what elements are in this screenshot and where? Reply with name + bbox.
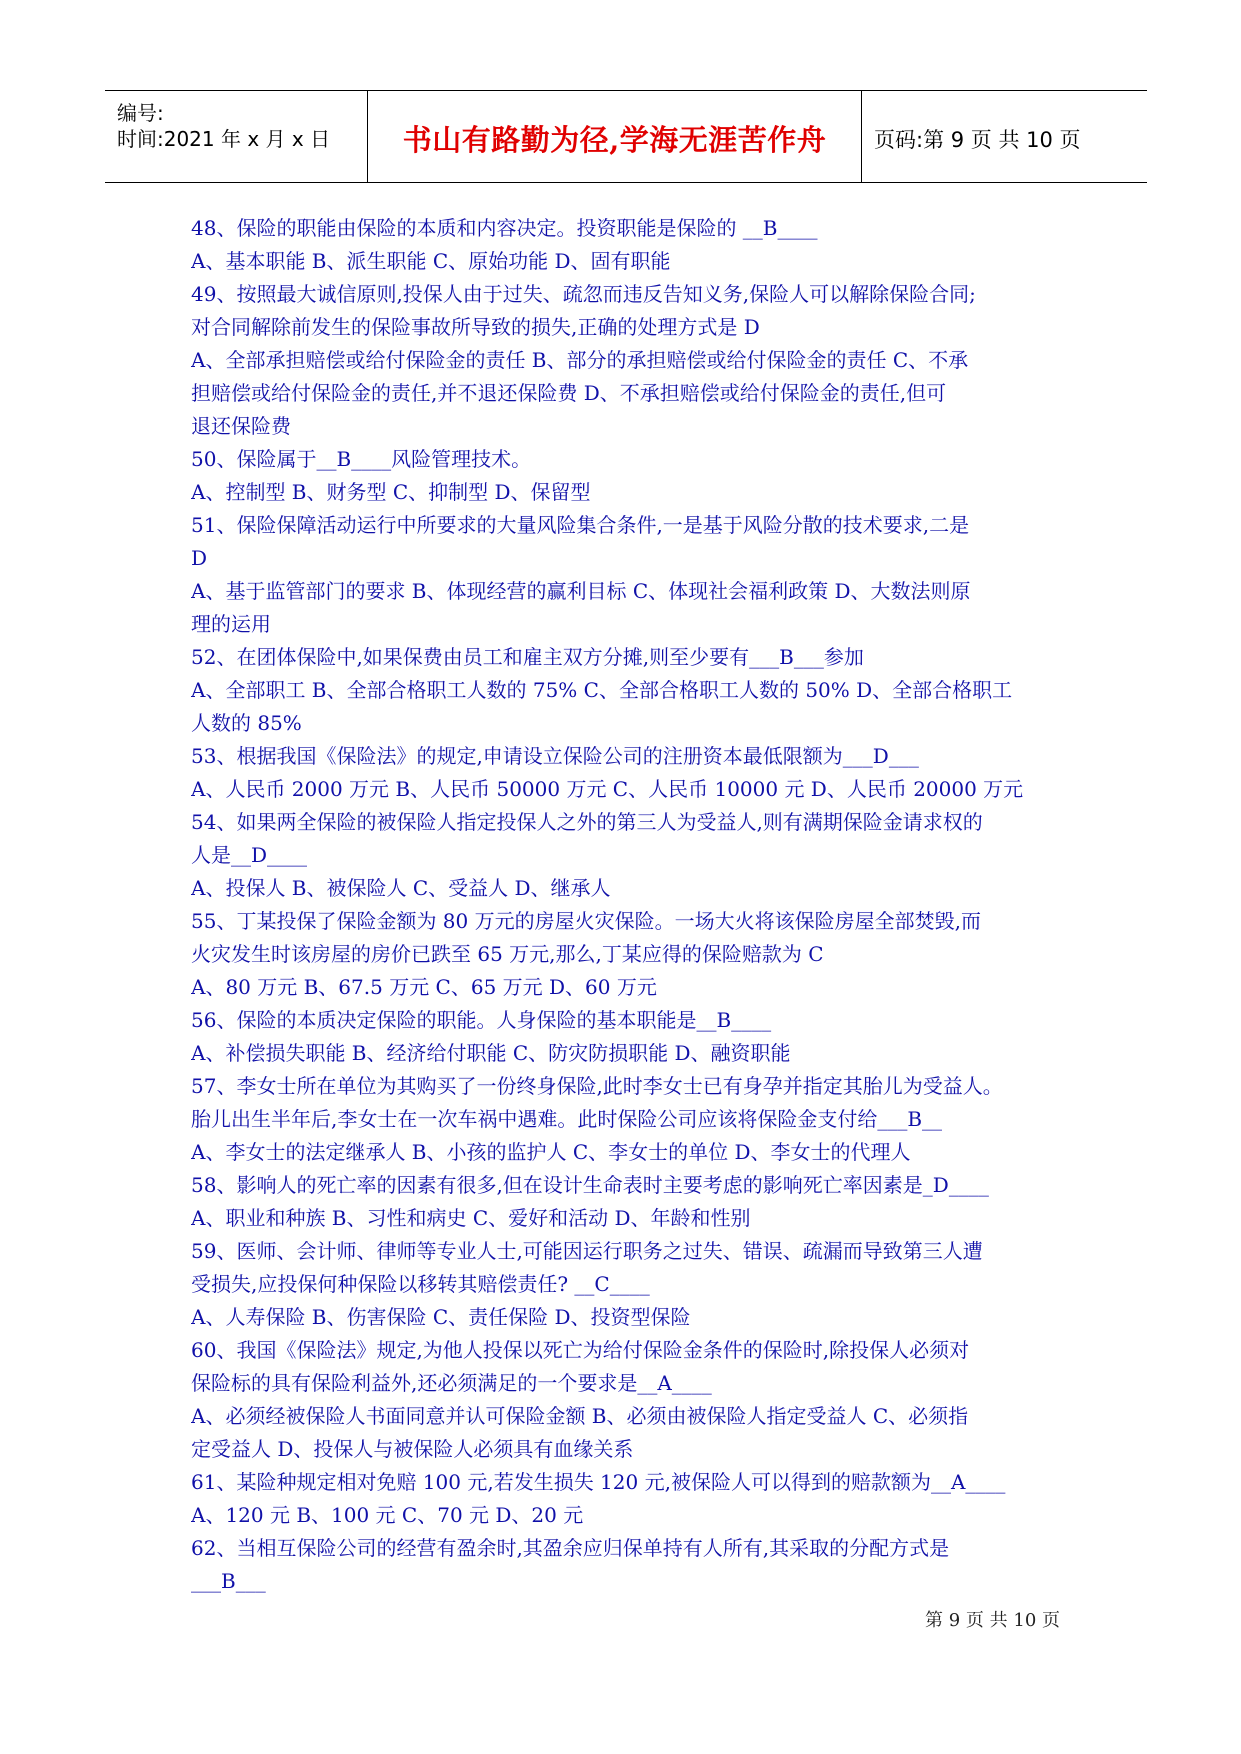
question-list bbox=[191, 212, 1061, 1598]
text-line: 人是__D____ bbox=[191, 843, 308, 867]
text-line: 55、丁某投保了保险金额为 80 万元的房屋火灾保险。一场大火将该保险房屋全部焚毁,而 bbox=[191, 909, 981, 933]
text-line: 56、保险的本质决定保险的职能。人身保险的基本职能是__B____ bbox=[191, 1008, 772, 1032]
header-page-cell bbox=[862, 91, 1147, 182]
text-line: 48、保险的职能由保险的本质和内容决定。投资职能是保险的 __B____ bbox=[191, 216, 818, 240]
text-line: 对合同解除前发生的保险事故所导致的损失,正确的处理方式是 D bbox=[191, 315, 760, 339]
text-line: 担赔偿或给付保险金的责任,并不退还保险费 D、不承担赔偿或给付保险金的责任,但可 bbox=[191, 381, 947, 405]
text-line: 保险标的具有保险利益外,还必须满足的一个要求是__A____ bbox=[191, 1371, 712, 1395]
text-line: 50、保险属于__B____风险管理技术。 bbox=[191, 447, 532, 471]
header-page-number: 页码:第 9 页 共 10 页 bbox=[874, 128, 1081, 152]
text-line: 人数的 85% bbox=[191, 711, 302, 735]
text-line: A、全部承担赔偿或给付保险金的责任 B、部分的承担赔偿或给付保险金的责任 C、不承 bbox=[191, 348, 969, 372]
text-line: A、投保人 B、被保险人 C、受益人 D、继承人 bbox=[191, 876, 611, 900]
text-line: A、120 元 B、100 元 C、70 元 D、20 元 bbox=[191, 1503, 584, 1527]
header-motto-cell bbox=[368, 91, 862, 182]
text-line: A、人民币 2000 万元 B、人民币 50000 万元 C、人民币 10000 元 D、人民币 20000 万元 bbox=[191, 777, 1024, 801]
text-line: 57、李女士所在单位为其购买了一份终身保险,此时李女士已有身孕并指定其胎儿为受益人。 bbox=[191, 1074, 1003, 1098]
header-motto: 书山有路勤为径,学海无涯苦作舟 bbox=[402, 123, 827, 157]
page-footer: 第 9 页 共 10 页 bbox=[925, 1610, 1060, 1631]
text-line: 58、影响人的死亡率的因素有很多,但在设计生命表时主要考虑的影响死亡率因素是_D____ bbox=[191, 1173, 989, 1197]
text-line: A、基于监管部门的要求 B、体现经营的赢利目标 C、体现社会福利政策 D、大数法则原 bbox=[191, 579, 971, 603]
text-line: 54、如果两全保险的被保险人指定投保人之外的第三人为受益人,则有满期保险金请求权的 bbox=[191, 810, 983, 834]
header-info-cell bbox=[105, 91, 368, 182]
text-line: A、补偿损失职能 B、经济给付职能 C、防灾防损职能 D、融资职能 bbox=[191, 1041, 791, 1065]
text-line: 49、按照最大诚信原则,投保人由于过失、疏忽而违反告知义务,保险人可以解除保险合同; bbox=[191, 282, 976, 306]
text-line: 52、在团体保险中,如果保费由员工和雇主双方分摊,则至少要有___B___参加 bbox=[191, 645, 864, 669]
text-line: 定受益人 D、投保人与被保险人必须具有血缘关系 bbox=[191, 1437, 634, 1461]
text-line: 62、当相互保险公司的经营有盈余时,其盈余应归保单持有人所有,其采取的分配方式是 bbox=[191, 1536, 950, 1560]
text-line: A、职业和种族 B、习性和病史 C、爱好和活动 D、年龄和性别 bbox=[191, 1206, 751, 1230]
text-line: 59、医师、会计师、律师等专业人士,可能因运行职务之过失、错误、疏漏而导致第三人遭 bbox=[191, 1239, 983, 1263]
document-number-label: 编号: bbox=[117, 101, 164, 125]
text-line: A、控制型 B、财务型 C、抑制型 D、保留型 bbox=[191, 480, 591, 504]
text-line: 退还保险费 bbox=[191, 414, 291, 438]
text-line: A、人寿保险 B、伤害保险 C、责任保险 D、投资型保险 bbox=[191, 1305, 691, 1329]
text-line: A、全部职工 B、全部合格职工人数的 75% C、全部合格职工人数的 50% D、全部合格职工 bbox=[191, 678, 1013, 702]
text-line: ___B___ bbox=[191, 1569, 266, 1593]
text-line: D bbox=[191, 546, 208, 570]
text-line: A、必须经被保险人书面同意并认可保险金额 B、必须由被保险人指定受益人 C、必须指 bbox=[191, 1404, 969, 1428]
text-line: 火灾发生时该房屋的房价已跌至 65 万元,那么,丁某应得的保险赔款为 C bbox=[191, 942, 824, 966]
document-time-label: 时间:2021 年 x 月 x 日 bbox=[117, 127, 331, 151]
page-header bbox=[105, 90, 1147, 183]
text-line: 胎儿出生半年后,李女士在一次车祸中遇难。此时保险公司应该将保险金支付给___B__ bbox=[191, 1107, 943, 1131]
text-line: 受损失,应投保何种保险以移转其赔偿责任? __C____ bbox=[191, 1272, 650, 1296]
text-line: 61、某险种规定相对免赔 100 元,若发生损失 120 元,被保险人可以得到的赔款额为__A____ bbox=[191, 1470, 1006, 1494]
text-line: A、80 万元 B、67.5 万元 C、65 万元 D、60 万元 bbox=[191, 975, 657, 999]
text-line: 理的运用 bbox=[191, 612, 271, 636]
text-line: 51、保险保障活动运行中所要求的大量风险集合条件,一是基于风险分散的技术要求,二是 bbox=[191, 513, 970, 537]
text-line: A、基本职能 B、派生职能 C、原始功能 D、固有职能 bbox=[191, 249, 671, 273]
text-line: A、李女士的法定继承人 B、小孩的监护人 C、李女士的单位 D、李女士的代理人 bbox=[191, 1140, 911, 1164]
text-line: 60、我国《保险法》规定,为他人投保以死亡为给付保险金条件的保险时,除投保人必须对 bbox=[191, 1338, 970, 1362]
text-line: 53、根据我国《保险法》的规定,申请设立保险公司的注册资本最低限额为___D___ bbox=[191, 744, 919, 768]
